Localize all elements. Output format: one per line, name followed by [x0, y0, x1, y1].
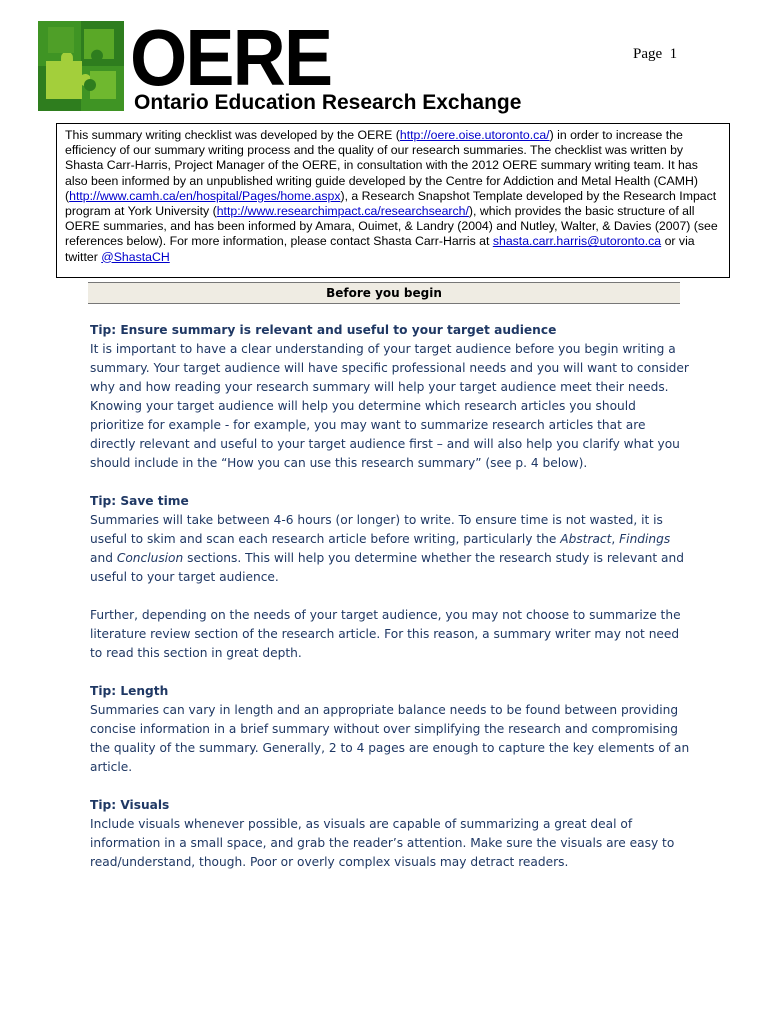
page-number-value: 1 — [669, 46, 678, 62]
conclusion-term: Conclusion — [116, 551, 184, 565]
intro-text-5: or via twitter — [65, 234, 695, 264]
section-heading: Before you begin — [88, 282, 680, 304]
tip-visuals-body: Include visuals whenever possible, as visuals are capable of summarizing a great deal of information in a small space, and grab the reader’s attention. Make sure the visuals are easy to read/understand, though. Poor or overly complex visuals may detract readers. — [90, 817, 675, 869]
intro-text-1: This summary writing checklist was developed by the OERE ( — [65, 128, 400, 142]
brand-subtitle: Ontario Education Research Exchange — [134, 91, 522, 114]
tip-time-heading: Tip: Save time — [90, 494, 189, 508]
tip-time-text-3: and — [90, 551, 117, 565]
tip-length-heading: Tip: Length — [90, 684, 169, 698]
tip-time-text-2: , — [611, 532, 620, 546]
email-link[interactable]: shasta.carr.harris@utoronto.ca — [492, 234, 662, 249]
tip-audience-heading: Tip: Ensure summary is relevant and useful to your target audience — [90, 323, 557, 337]
findings-term: Findings — [619, 532, 671, 546]
research-impact-link[interactable]: http://www.researchimpact.ca/researchsearch/ — [216, 204, 469, 219]
oere-link[interactable]: http://oere.oise.utoronto.ca/ — [399, 128, 550, 142]
abstract-term: Abstract — [560, 532, 612, 546]
tip-time-text-1: Summaries will take between 4-6 hours (or longer) to write. To ensure time is not wasted, it is useful to skim and scan each research article before writing, particularly the — [90, 513, 663, 546]
intro-text-4: ), which provides the basic structure of all OERE summaries, and has been informed by Amara, Ouimet, & Landry (2004) and Nutley, Walter, & Davies (2007) (see references below). For more information, please contact Shasta Carr-Harris at — [65, 204, 718, 249]
intro-text-2: ) in order to increase the efficiency of our summary writing process and the quality of our research summaries. The checklist was written by Shasta Carr-Harris, Project Manager of the OERE, in consultation with the 2012 OERE summary writing team. It has also been informed by an unpublished writing guide developed by the Centre for Addiction and Metal Health (CAMH) ( — [65, 128, 698, 203]
tip-audience-body: It is important to have a clear understanding of your target audience before you begin writing a summary. Your target audience will have specific professional needs and you will want to consider why and how reading your research summary will help your target audience meet their needs. Knowing your target audience will help you determine which research articles you should prioritize for example - for example, you may want to summarize research articles that are directly relevant and useful to your target audience first – and will also help you clarify what you should include in the “How you can use this research summary” (see p. 4 below). — [90, 342, 689, 470]
intro-box — [56, 123, 730, 278]
twitter-link[interactable]: @ShastaCH — [101, 249, 170, 264]
puzzle-pieces-logo-icon — [38, 21, 124, 111]
tip-time-paragraph-2: Further, depending on the needs of your target audience, you may not choose to summarize the literature review section of the research article. For this reason, a summary writer may not need to read this section in great depth. — [90, 608, 681, 660]
tip-visuals-heading: Tip: Visuals — [90, 798, 170, 812]
brand-name: OERE — [130, 13, 332, 102]
tips-content — [90, 321, 690, 872]
tip-length-body: Summaries can vary in length and an appropriate balance needs to be found between providing concise information in a brief summary without over simplifying the research and compromising the quality of the summary. Generally, 2 to 4 pages are enough to capture the key elements of an article. — [90, 703, 690, 774]
page-label: Page — [633, 46, 663, 62]
intro-text-3: ), a Research Snapshot Template developed by the Research Impact program at York University ( — [65, 188, 717, 219]
camh-link[interactable]: http://www.camh.ca/en/hospital/Pages/home.aspx — [69, 188, 341, 203]
page-number — [633, 46, 677, 63]
tip-time-text-4: sections. This will help you determine whether the research study is relevant and useful to your target audience. — [90, 551, 684, 584]
tip-time-body — [90, 511, 690, 587]
